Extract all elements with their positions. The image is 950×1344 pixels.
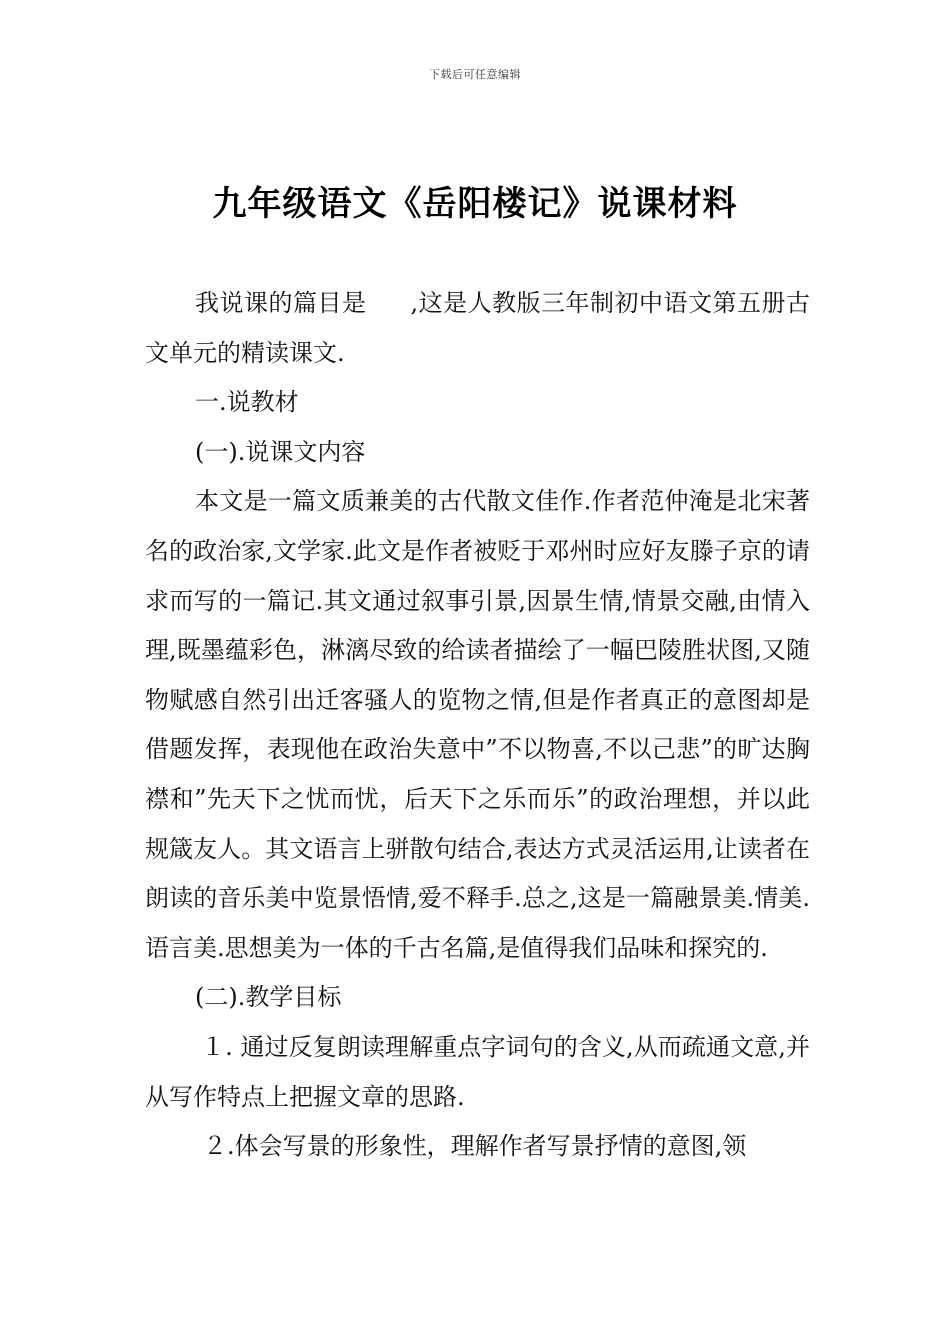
intro-text-start: 我说课的篇目是 xyxy=(195,289,367,317)
subsection-heading-objectives: (二).教学目标 xyxy=(195,983,342,1012)
document-body xyxy=(145,279,810,1172)
content-paragraph: 本文是一篇文质兼美的古代散文佳作.作者范仲淹是北宋著名的政治家,文学家.此文是作者被贬于邓州时应好友滕子京的请求而写的一篇记.其文通过叙事引景,因景生情,情景交融,由情入理,既墨蕴彩色，淋漓尽致的给读者描绘了一幅巴陵胜状图,又随物赋感自然引出迁客骚人的览物之情,但是作者真正的意图却是借题发挥，表现他在政治失意中”不以物喜,不以己悲”的旷达胸襟和”先天下之忧而忧，后天下之乐而乐”的政治理想，并以此规箴友人。其文语言上骈散句结合,表达方式灵活运用,让读者在朗读的音乐美中览景悟情,爱不释手.总之,这是一篇融景美.情美.语言美.思想美为一体的千古名篇,是值得我们品味和探究的. xyxy=(145,487,810,962)
objective-item-1: １. 通过反复朗读理解重点字词句的含义,从而疏通文意,并从写作特点上把握文章的思路. xyxy=(145,1032,810,1111)
intro-text-end: ,这是人教版三年制初中语文第五册古文单元的精读课文. xyxy=(145,289,810,367)
intro-paragraph xyxy=(145,279,810,378)
subsection-heading-content: (一).说课文内容 xyxy=(195,437,366,466)
download-note: 下载后可任意编辑 xyxy=(429,68,521,81)
objective-item-2: ２.体会写景的形象性，理解作者写景抒情的意图,领 xyxy=(203,1132,747,1161)
section-heading-teaching-material: 一.说教材 xyxy=(195,388,299,417)
document-title: 九年级语文《岳阳楼记》说课材料 xyxy=(212,184,738,224)
